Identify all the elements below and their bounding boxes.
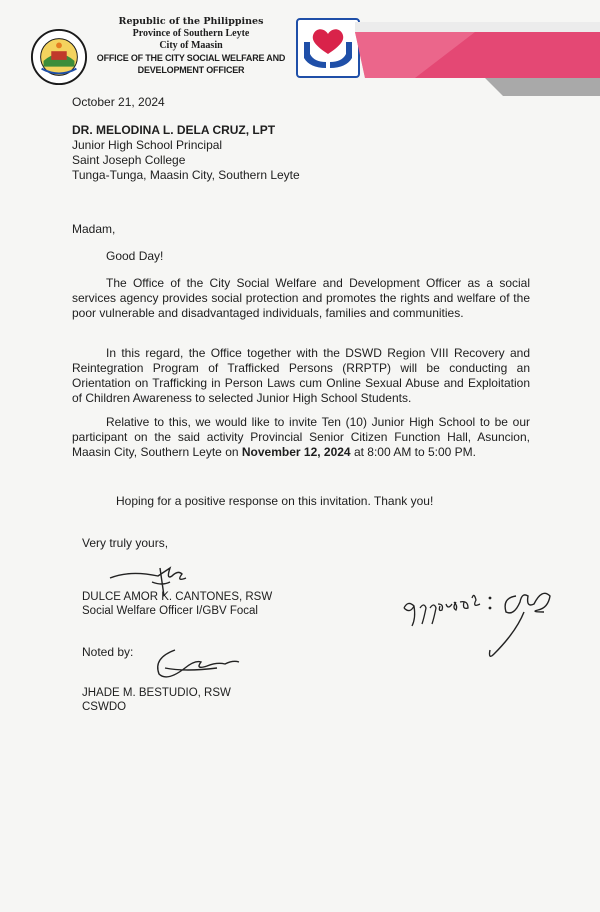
office-line-2: DEVELOPMENT OFFICER: [137, 65, 245, 75]
greeting: Good Day!: [106, 249, 164, 263]
header-bands: [355, 22, 600, 96]
city-line: City of Maasin: [159, 40, 223, 51]
addressee-block: [72, 123, 300, 183]
noted-by-label: Noted by:: [82, 645, 134, 659]
republic-line: Republic of the Philippines: [118, 16, 264, 27]
signatory-2-name: JHADE M. BESTUDIO, RSW: [82, 687, 231, 699]
addressee-name: DR. MELODINA L. DELA CRUZ, LPT: [72, 123, 276, 137]
paragraph-3: [72, 415, 530, 460]
paragraph-3-text-b: at 8:00 AM to 5:00 PM.: [350, 445, 477, 459]
letterhead-text: [82, 16, 300, 76]
closing: Very truly yours,: [82, 536, 169, 550]
paragraph-1: The Office of the City Social Welfare and Development Officer as a social services agency provides social protection and promotes the rights and welfare of the poor vulnerable and disadvantaged individuals, families and communities.: [72, 276, 530, 320]
event-date: November 12, 2024: [241, 445, 351, 459]
office-line-1: OFFICE OF THE CITY SOCIAL WELFARE AND: [96, 53, 286, 63]
signatory-1-name: DULCE AMOR K. CANTONES, RSW: [82, 591, 273, 603]
salutation: Madam,: [72, 222, 116, 236]
dswd-logo-icon: [296, 18, 360, 78]
paragraph-3-text-a: Relative to this, we would like to invite Ten (10) Junior High School to be our participant on the said activity Provincial Senior Citizen Function Hall, Asuncion, Maasin City, Southern Leyte on: [72, 415, 530, 459]
province-line: Province of Southern Leyte: [132, 28, 250, 39]
signatory-1-title: Social Welfare Officer I/GBV Focal: [82, 605, 258, 617]
city-seal-icon: [30, 28, 88, 86]
paragraph-4: Hoping for a positive response on this invitation. Thank you!: [116, 494, 434, 508]
signatory-2-title: CSWDO: [82, 701, 127, 713]
paragraph-2: In this regard, the Office together with the DSWD Region VIII Recovery and Reintegration Program of Trafficked Persons (RRPTP) will be conducting an Orientation on Trafficking in Person Laws cum Online Sexual Abuse and Exploitation of Children Awareness to selected Junior High School Students.: [72, 346, 530, 405]
letter-date: October 21, 2024: [72, 95, 165, 109]
signatory-2: [82, 686, 231, 714]
signatory-1: [82, 590, 272, 618]
addressee-address: Tunga-Tunga, Maasin City, Southern Leyte: [72, 168, 300, 182]
addressee-school: Saint Joseph College: [72, 153, 186, 167]
signature-2-icon: [145, 638, 245, 688]
approved-handwritten-icon: [398, 578, 563, 666]
addressee-position: Junior High School Principal: [72, 138, 223, 152]
